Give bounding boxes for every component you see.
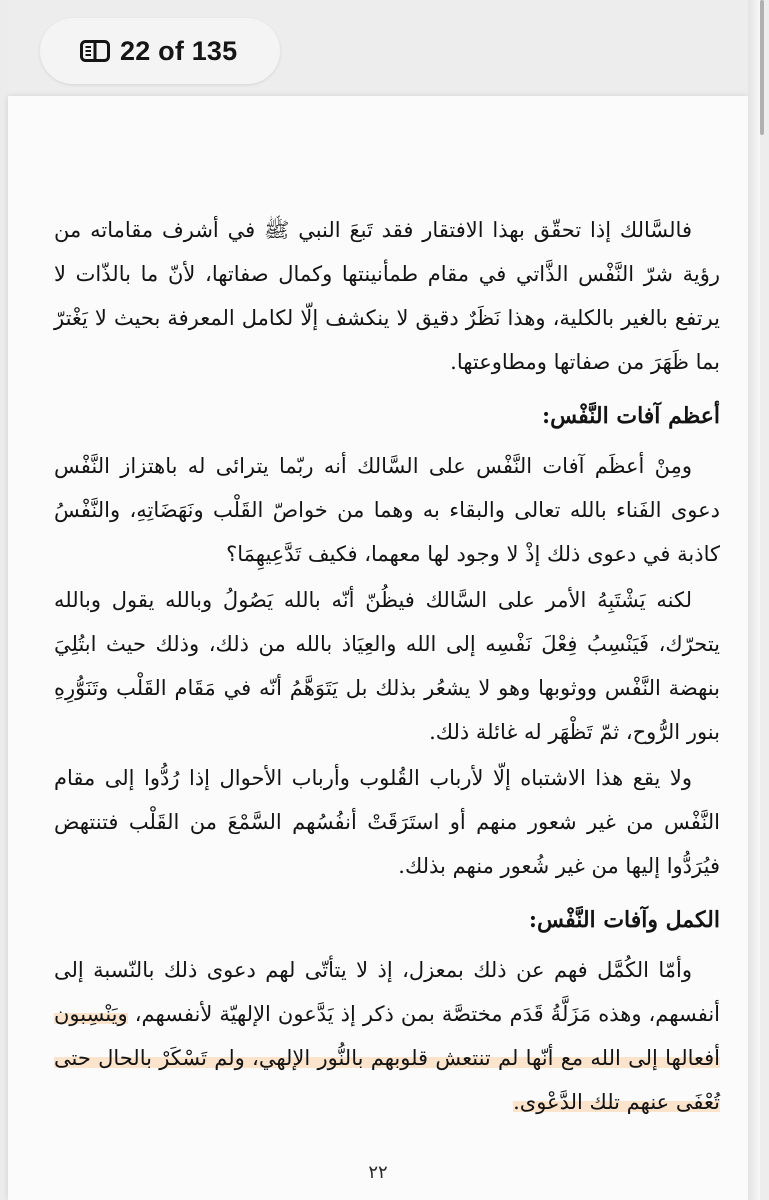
paragraph-3: لكنه يَشْتَبِهُ الأمر على السَّالك فيظُنّ أنّه بالله يَصُولُ وبالله يقول وبالله يتحرّك، فَيَنْسِبُ فِعْلَ نَفْسِه إلى الله والعِيَاذ بالله من ذلك، وذلك حيث ابتُلِيَ بنهضة النَّفْس ووثوبها وهو لا يشعُر بذلك بل يَتَوَهَّمُ أنّه في مَقَام القَلْب وتَنَوُّرِهِ بنور الرُّوح، ثمّ تَظْهَر له غائلة ذلك. <box>54 588 720 744</box>
book-icon <box>80 40 110 62</box>
page-number: ٢٢ <box>368 1162 388 1183</box>
book-page <box>8 96 748 1200</box>
section-heading-1: أعظم آفات النَّفْس: <box>541 403 720 429</box>
page-edge-right <box>748 0 760 1200</box>
paragraph-2: ومِنْ أعظَم آفات النَّفْس على السَّالك أنه ربّما يترائى له باهتزاز النَّفْس دعوى الفَناء بالله تعالى والبقاء به وهما من خواصّ القَلْب ونَهَضَاتِهِ، والنَّفْسُ كاذبة في دعوى ذلك إذْ لا وجود لها معهما، فكيف تَدَّعِيهِمَا؟ <box>54 454 720 566</box>
paragraph-1: فالسَّالك إذا تحقّق بهذا الافتقار فقد تَبعَ النبي ﷺ في أشرف مقاماته من رؤية شرّ النَّفْس الذَّاتي في مقام طمأنينتها وكمال صفاتها، لأنّ ما بالذّات لا يرتفع بالغير بالكلية، وهذا نَظَرٌ دقيق لا ينكشف إلّا لكامل المعرفة بحيث لا يَغْترّ بما ظَهَرَ من صفاتها ومطاوعتها. <box>54 218 720 374</box>
page-edge-left <box>0 0 8 1200</box>
page-indicator-label: 22 of 135 <box>120 35 238 66</box>
paragraph-5-text: وأمّا الكُمَّل فهم عن ذلك بمعزل، إذ لا يتأتّى لهم دعوى ذلك بالنّسبة إلى أنفسهم، وهذه مَزَلَّةُ قَدَم مختصَّة بمن ذكر إذ يَدَّعون الإلهيّة لأنفسهم، <box>54 958 720 1026</box>
scroll-indicator[interactable] <box>760 0 764 135</box>
paragraph-5 <box>54 948 720 1124</box>
highlighted-text[interactable]: ويَنْسِبون أفعالها إلى الله مع أنّها لم تنتعش قلوبهم بالنُّور الإلهي، ولم تَسْكَرْ بالحال حتى تُعْفَى عنهم تلك الدَّعْوى. <box>54 1002 720 1114</box>
section-heading-2: الكمل وآفات النَّفْس: <box>528 907 720 933</box>
page-content <box>54 208 720 1124</box>
page-indicator[interactable] <box>40 18 280 84</box>
paragraph-4: ولا يقع هذا الاشتباه إلّا لأرباب القُلوب وأرباب الأحوال إذا رُدُّوا إلى مقام النَّفْس من غير شعور منهم أو استَرَقَتْ أنفُسُهم السَّمْعَ من القَلْب فتنتهض فيُرَدُّوا إليها من غير شُعور منهم بذلك. <box>54 766 720 878</box>
